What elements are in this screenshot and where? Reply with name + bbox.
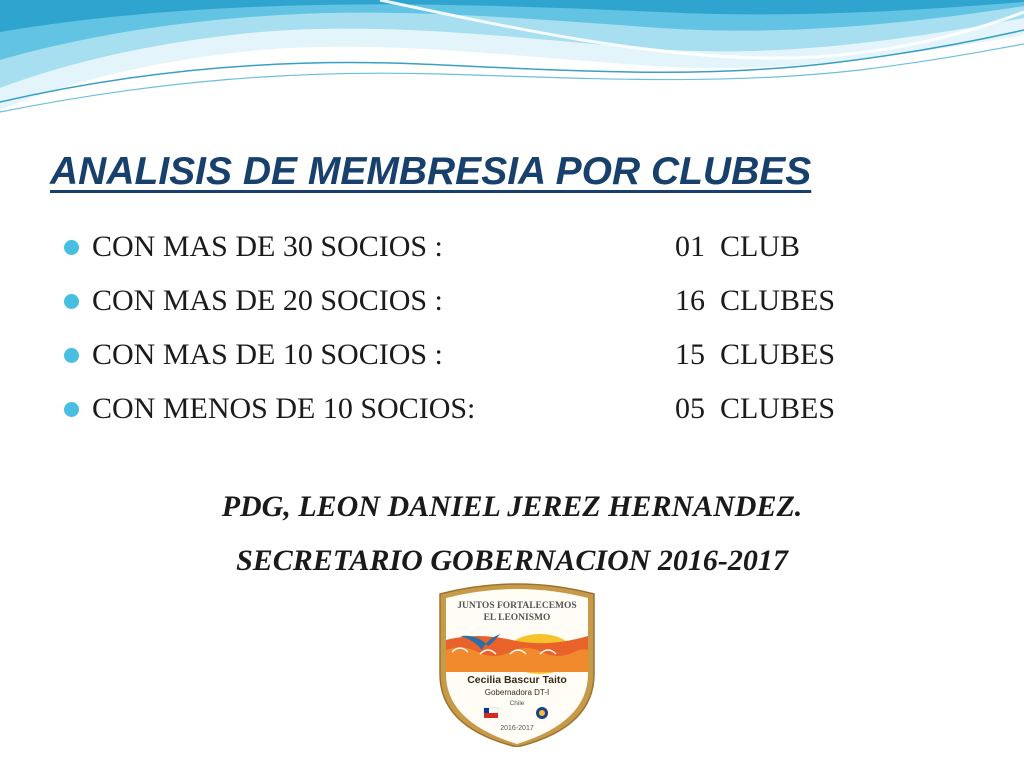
lions-emblem-icon [536,707,548,719]
bullet-icon [64,294,79,309]
item-label: CON MAS DE 10 SOCIOS : [92,338,443,371]
header-wave-decoration [0,0,1024,130]
item-label: CON MENOS DE 10 SOCIOS: [92,392,476,425]
badge-name: Cecilia Bascur Taito [467,674,567,686]
item-value: 05 CLUBES [675,392,836,425]
item-label: CON MAS DE 30 SOCIOS : [92,230,443,263]
governor-badge-logo [432,582,602,747]
badge-line-2: EL LEONISMO [483,613,551,623]
item-value: 16 CLUBES [675,284,836,317]
bullet-icon [64,240,79,255]
badge-years: 2016-2017 [500,725,534,732]
item-label: CON MAS DE 20 SOCIOS : [92,284,443,317]
badge-line-1: JUNTOS FORTALECEMOS [457,601,577,611]
item-value: 01 CLUB [675,230,801,263]
bullet-icon [64,402,79,417]
slide-title: ANALISIS DE MEMBRESIA POR CLUBES [50,150,812,193]
bullet-icon [64,348,79,363]
chile-flag-icon [484,708,498,718]
signature-role: SECRETARIO GOBERNACION 2016-2017 [236,544,788,577]
item-value: 15 CLUBES [675,338,836,371]
signature-name: PDG, LEON DANIEL JEREZ HERNANDEZ. [221,490,803,523]
badge-country: Chile [509,700,525,707]
badge-role: Gobernadora DT-I [484,688,550,697]
